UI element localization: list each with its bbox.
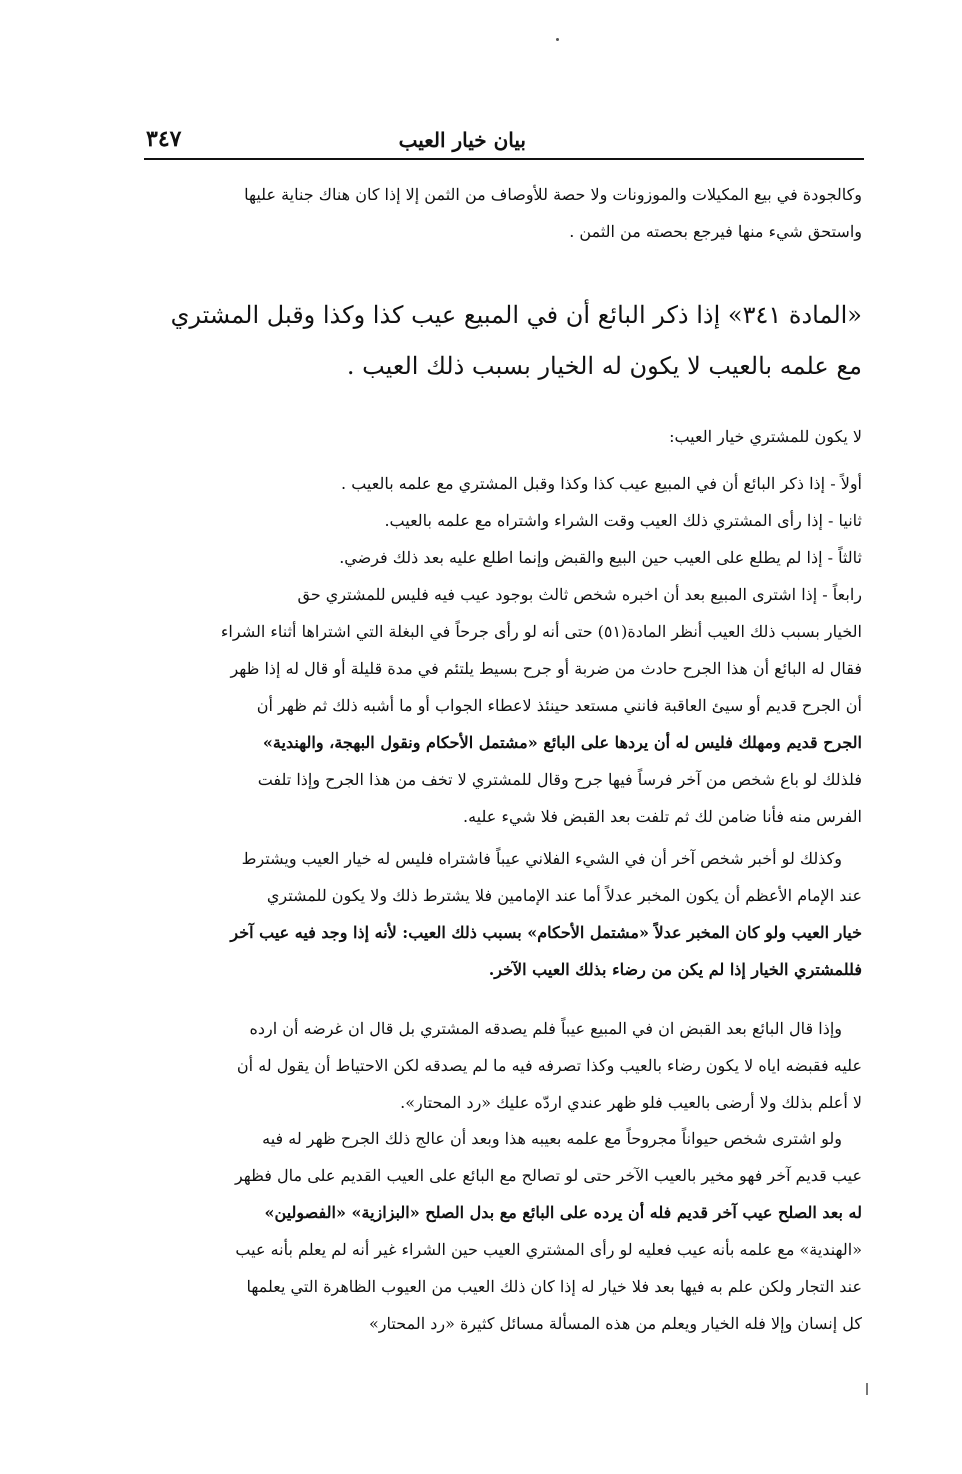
- text-line: له بعد الصلح عيب آخر قديم فله أن يرده على البائع مع بدل الصلح «البزازية» «الفصولين»: [264, 1203, 862, 1222]
- case-item: ثالثاً - إذا لم يطلع على العيب حين البيع والقبض وإنما اطلع عليه بعد ذلك فرضي.: [339, 548, 862, 567]
- article-341: [140, 290, 862, 392]
- scan-mark: [866, 1383, 868, 1395]
- text-line: عند التجار ولكن علم به فيها بعد فلا خيار له إذا كان ذلك العيب من العيوب الظاهرة التي يعلمها: [246, 1277, 862, 1296]
- case-item: ثانيا - إذا رأى المشتري ذلك العيب وقت الشراء واشتراه مع علمه بالعيب.: [384, 511, 862, 530]
- text-line: كل إنسان وإلا فله الخيار ويعلم من هذه المسألة مسائل كثيرة «رد المحتار»: [369, 1314, 862, 1333]
- text-line: وكذلك لو أخبر شخص آخر أن في الشيء الفلاني عيباً فاشتراه فليس له خيار العيب ويشترط: [241, 849, 842, 868]
- cases-list: [140, 465, 862, 835]
- text-line: «الهندية» مع علمه بأنه عيب فعليه لو رأى المشتري العيب حين الشراء غير أنه لم يعلم بأنه عيب: [235, 1240, 862, 1259]
- text-line: فلذلك لو باع شخص من آخر فرساً فيها جرح وقال للمشتري لا تخف من هذا الجرح وإذا تلفت: [257, 770, 862, 789]
- text-line: فقال له البائع أن هذا الجرح حادث من ضربة أو جرح بسيط يلتئم في مدة قليلة أو قال له إذا ظهر: [230, 659, 862, 678]
- text-line: ولو اشترى شخص حيواناً مجروحاً مع علمه بعيبه هذا وبعد أن عالج ذلك الجرح ظهر له فيه: [262, 1129, 842, 1148]
- text-line: الفرس منه فأنا ضامن لك ثم تلفت بعد القبض فلا شيء عليه.: [463, 807, 862, 826]
- text-line: عيب قديم آخر فهو مخير بالعيب الآخر حتى لو تصالح مع البائع على العيب القديم على مال فظهر: [234, 1166, 862, 1185]
- article-line: «المادة ٣٤١» إذا ذكر البائع أن في المبيع عيب كذا وكذا وقبل المشتري: [170, 301, 862, 329]
- article-line: مع علمه بالعيب لا يكون له الخيار بسبب ذلك العيب .: [346, 352, 862, 380]
- text-line: واستحق شيء منها فيرجع بحصته من الثمن .: [569, 222, 862, 241]
- commentary-cases: [140, 418, 862, 455]
- page-header: [146, 126, 862, 160]
- text-line: وإذا قال البائع بعد القبض ان في المبيع عيباً فلم يصدقه المشتري بل قال ان غرضه أن ارده: [249, 1019, 842, 1038]
- text-line: أن الجرح قديم أو سيئ العاقبة فانني مستعد حينئذ لاعطاء الجواب أو ما أشبه ذلك ثم ظهر أن: [256, 696, 862, 715]
- text-line: رابعاً - إذا اشترى المبيع بعد أن اخبره شخص ثالث بوجود عيب فيه فليس للمشتري حق: [297, 585, 862, 604]
- text-line: فللمشتري الخيار إذا لم يكن من رضاء بذلك العيب الآخر.: [488, 960, 862, 979]
- text-line: وكالجودة في بيع المكيلات والموزونات ولا حصة للأوصاف من الثمن إلا إذا كان هناك جناية عليها: [244, 185, 862, 204]
- case-item: أولاً - إذا ذكر البائع أن في المبيع عيب كذا وكذا وقبل المشتري مع علمه بالعيب .: [341, 474, 862, 493]
- scan-speck: [556, 38, 559, 41]
- page-number: ٣٤٧: [146, 126, 182, 152]
- paragraph-seller-claim: [140, 1010, 862, 1121]
- paragraph-informed-buyer: [140, 840, 862, 988]
- paragraph-wounded-animal: [140, 1120, 862, 1342]
- cases-heading: لا يكون للمشتري خيار العيب:: [669, 427, 862, 446]
- text-line: الجرح قديم ومهلك فليس له أن يردها على البائع «مشتمل الأحكام ونقول البهجة، والهندية»: [262, 733, 862, 752]
- text-line: الخيار بسبب ذلك العيب أنظر المادة(٥١) حتى أنه لو رأى جرحاً في البغلة التي اشتراها أثناء الشراء: [220, 622, 862, 641]
- text-line: عليه فقبضه اياه لا يكون رضاء بالعيب وكذا تصرفه فيه ما لم يصدقه لكن الاحتياط أن يقول له أن: [236, 1056, 862, 1075]
- text-line: خيار العيب ولو كان المخبر عدلاً «مشتمل الأحكام» بسبب ذلك العيب: لأنه إذا وجد فيه عيب آخر: [230, 923, 862, 942]
- header-rule: [144, 158, 864, 160]
- text-line: عند الإمام الأعظم أن يكون المخبر عدلاً أما عند الإمامين فلا يشترط ذلك ولا يكون للمشتري: [266, 886, 862, 905]
- text-line: لا أعلم بذلك ولا أرضى بالعيب فلو ظهر عندي اردّه عليك «رد المحتار».: [400, 1093, 862, 1112]
- intro-paragraph: [140, 176, 862, 250]
- running-title: بيان خيار العيب: [398, 128, 526, 152]
